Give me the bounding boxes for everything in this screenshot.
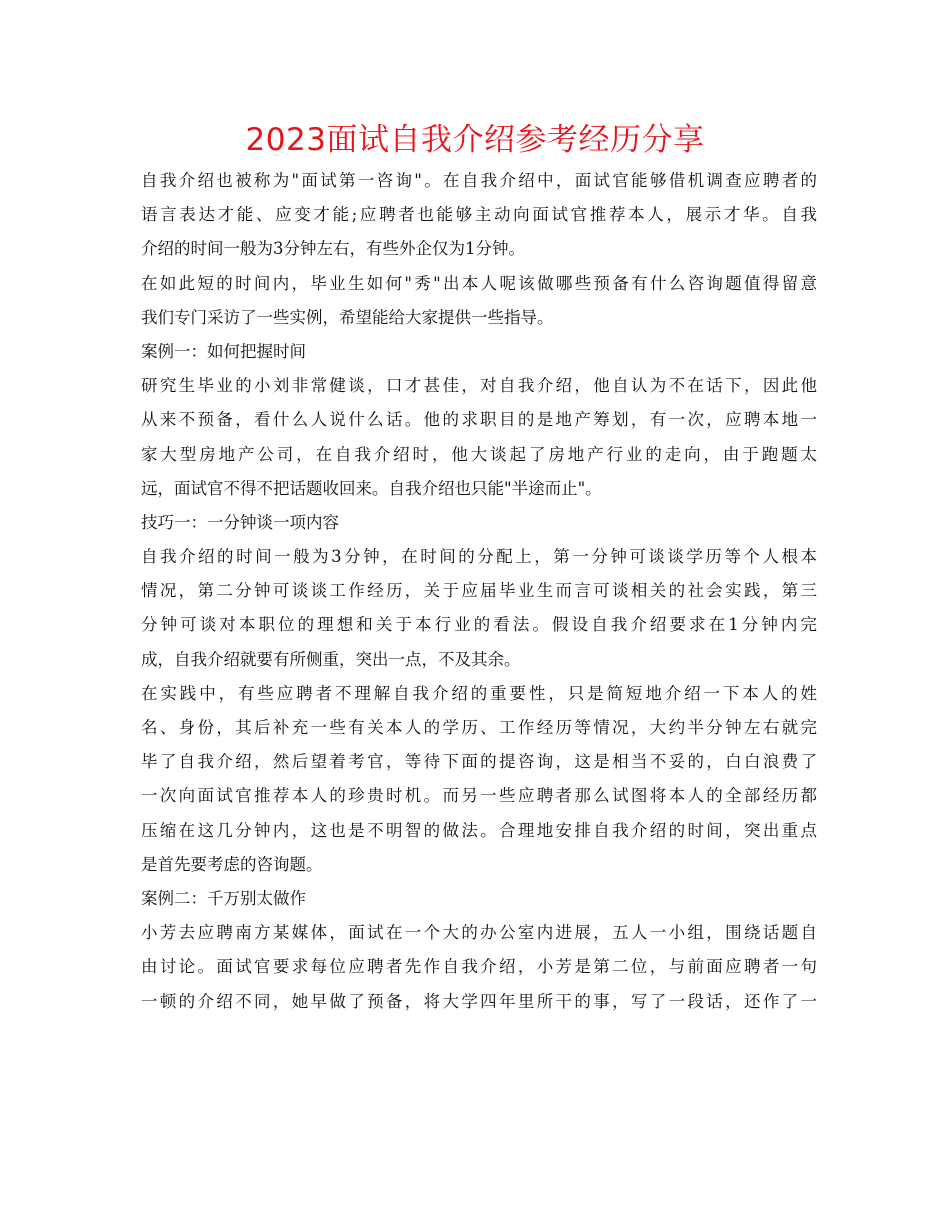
body-line: 小芳去应聘南方某媒体，面试在一个大的办公室内进展，五人一小组，围绕话题自 bbox=[141, 923, 817, 943]
body-line: 情况，第二分钟可谈谈工作经历，关于应届毕业生而言可谈相关的社会实践，第三 bbox=[141, 581, 817, 601]
body-line: 语言表达才能、应变才能;应聘者也能够主动向面试官推荐本人，展示才华。自我 bbox=[141, 205, 817, 225]
body-line: 案例二：千万别太做作 bbox=[141, 888, 306, 908]
body-line: 介绍的时间一般为3分钟左右，有些外企仅为1分钟。 bbox=[141, 239, 525, 259]
body-line: 由讨论。面试官要求每位应聘者先作自我介绍，小芳是第二位，与前面应聘者一句 bbox=[141, 957, 817, 977]
body-line: 压缩在这几分钟内，这也是不明智的做法。合理地安排自我介绍的时间，突出重点 bbox=[141, 820, 817, 840]
body-line: 自我介绍的时间一般为3分钟，在时间的分配上，第一分钟可谈谈学历等个人根本 bbox=[141, 547, 817, 567]
body-line: 成，自我介绍就要有所侧重，突出一点，不及其余。 bbox=[141, 649, 521, 669]
body-line: 毕了自我介绍，然后望着考官，等待下面的提咨询，这是相当不妥的，白白浪费了 bbox=[141, 752, 817, 772]
body-line: 技巧一：一分钟谈一项内容 bbox=[141, 512, 339, 532]
body-line: 是首先要考虑的咨询题。 bbox=[141, 854, 323, 874]
body-line: 在实践中，有些应聘者不理解自我介绍的重要性，只是简短地介绍一下本人的姓 bbox=[141, 683, 817, 703]
document-title: 2023面试自我介绍参考经历分享 bbox=[245, 122, 705, 158]
body-line: 我们专门采访了一些实例，希望能给大家提供一些指导。 bbox=[141, 307, 554, 327]
document-body bbox=[141, 164, 817, 1019]
body-line: 家大型房地产公司，在自我介绍时，他大谈起了房地产行业的走向，由于跑题太 bbox=[141, 444, 817, 464]
body-line: 案例一：如何把握时间 bbox=[141, 341, 306, 361]
body-line: 分钟可谈对本职位的理想和关于本行业的看法。假设自我介绍要求在1分钟内完 bbox=[141, 615, 817, 635]
body-line: 远，面试官不得不把话题收回来。自我介绍也只能"半途而止"。 bbox=[141, 478, 602, 498]
body-line: 在如此短的时间内，毕业生如何"秀"出本人呢该做哪些预备有什么咨询题值得留意 bbox=[141, 273, 817, 293]
body-line: 名、身份，其后补充一些有关本人的学历、工作经历等情况，大约半分钟左右就完 bbox=[141, 718, 817, 737]
body-line: 一顿的介绍不同，她早做了预备，将大学四年里所干的事，写了一段话，还作了一 bbox=[141, 991, 817, 1011]
body-line: 研究生毕业的小刘非常健谈，口才甚佳，对自我介绍，他自认为不在话下，因此他 bbox=[141, 376, 817, 396]
body-line: 一次向面试官推荐本人的珍贵时机。而另一些应聘者那么试图将本人的全部经历都 bbox=[141, 786, 817, 806]
body-line: 从来不预备，看什么人说什么话。他的求职目的是地产筹划，有一次，应聘本地一 bbox=[141, 410, 817, 430]
body-line: 自我介绍也被称为"面试第一咨询"。在自我介绍中，面试官能够借机调查应聘者的 bbox=[141, 171, 817, 190]
